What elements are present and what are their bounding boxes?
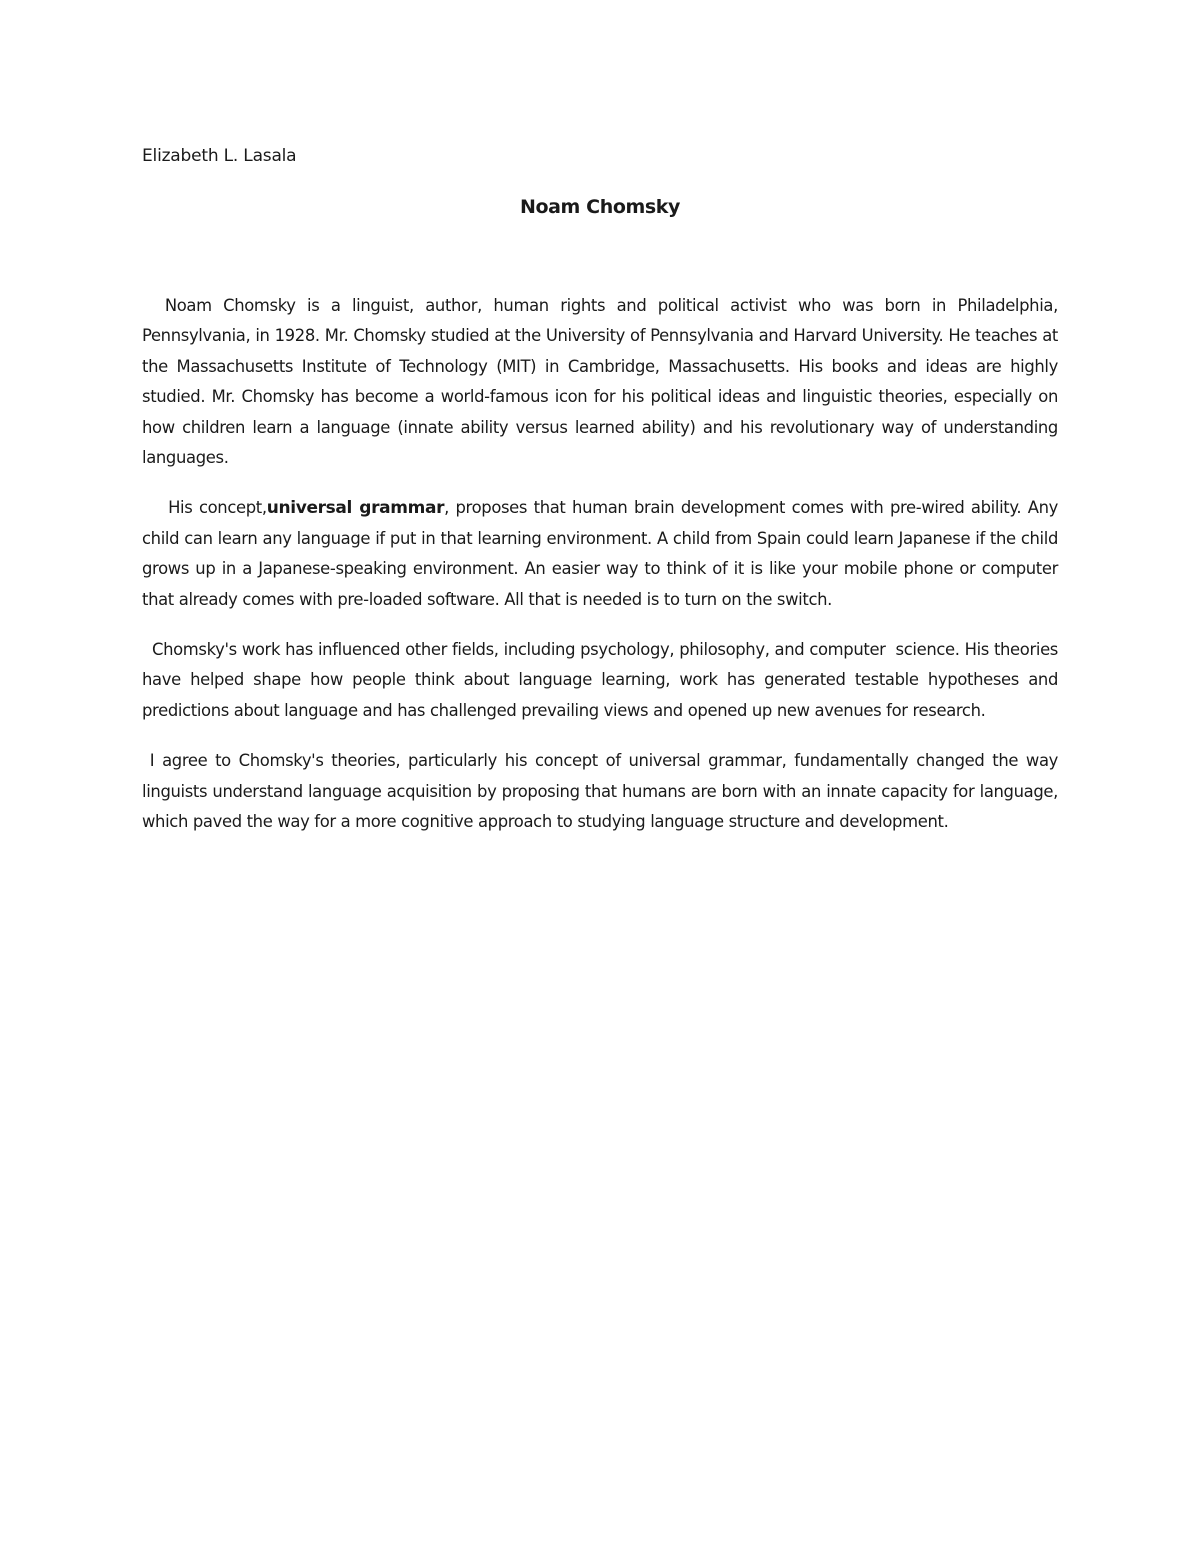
author-name: Elizabeth L. Lasala [142, 146, 297, 166]
paragraph-opinion: I agree to Chomsky's theories, particularly his concept of universal grammar, fundamentally changed the way linguists understand language acquisition by proposing that humans are born with an innate capacity for language, which paved the way for a more cognitive approach to studying language structure and development. [142, 751, 1063, 832]
emphasized-term: universal grammar [266, 498, 445, 519]
paragraph-influence: Chomsky's work has influenced other fields, including psychology, philosophy, and computer science. His theories have helped shape how people think about language learning, work has generated testable hypotheses and predictions about language and has challenged prevailing views and opened up new avenues for research. [142, 640, 1063, 720]
paragraph-universal-grammar [142, 493, 1063, 615]
paragraph-text-after: , proposes that human brain development comes with pre-wired ability. Any child can learn any language if put in that learning environment. A child from Spain could learn Japanese if the child grows up in a Japanese-speaking environment. An easier way to think of it is like your mobile phone or computer that already comes with pre-loaded software. All that is needed is to turn on the switch. [142, 498, 1063, 609]
document-title: Noam Chomsky [519, 196, 681, 218]
paragraph-biography: Noam Chomsky is a linguist, author, human rights and political activist who was born in Philadelphia, Pennsylvania, in 1928. Mr. Chomsky studied at the University of Pennsylvania and Harvard University. He teaches at the Massachusetts Institute of Technology (MIT) in Cambridge, Massachusetts. His books and ideas are highly studied. Mr. Chomsky has become a world-famous icon for his political ideas and linguistic theories, especially on how children learn a language (innate ability versus learned ability) and his revolutionary way of understanding languages. [142, 296, 1063, 468]
document-body [142, 291, 1063, 858]
paragraph-text-before: His concept, [142, 498, 267, 518]
